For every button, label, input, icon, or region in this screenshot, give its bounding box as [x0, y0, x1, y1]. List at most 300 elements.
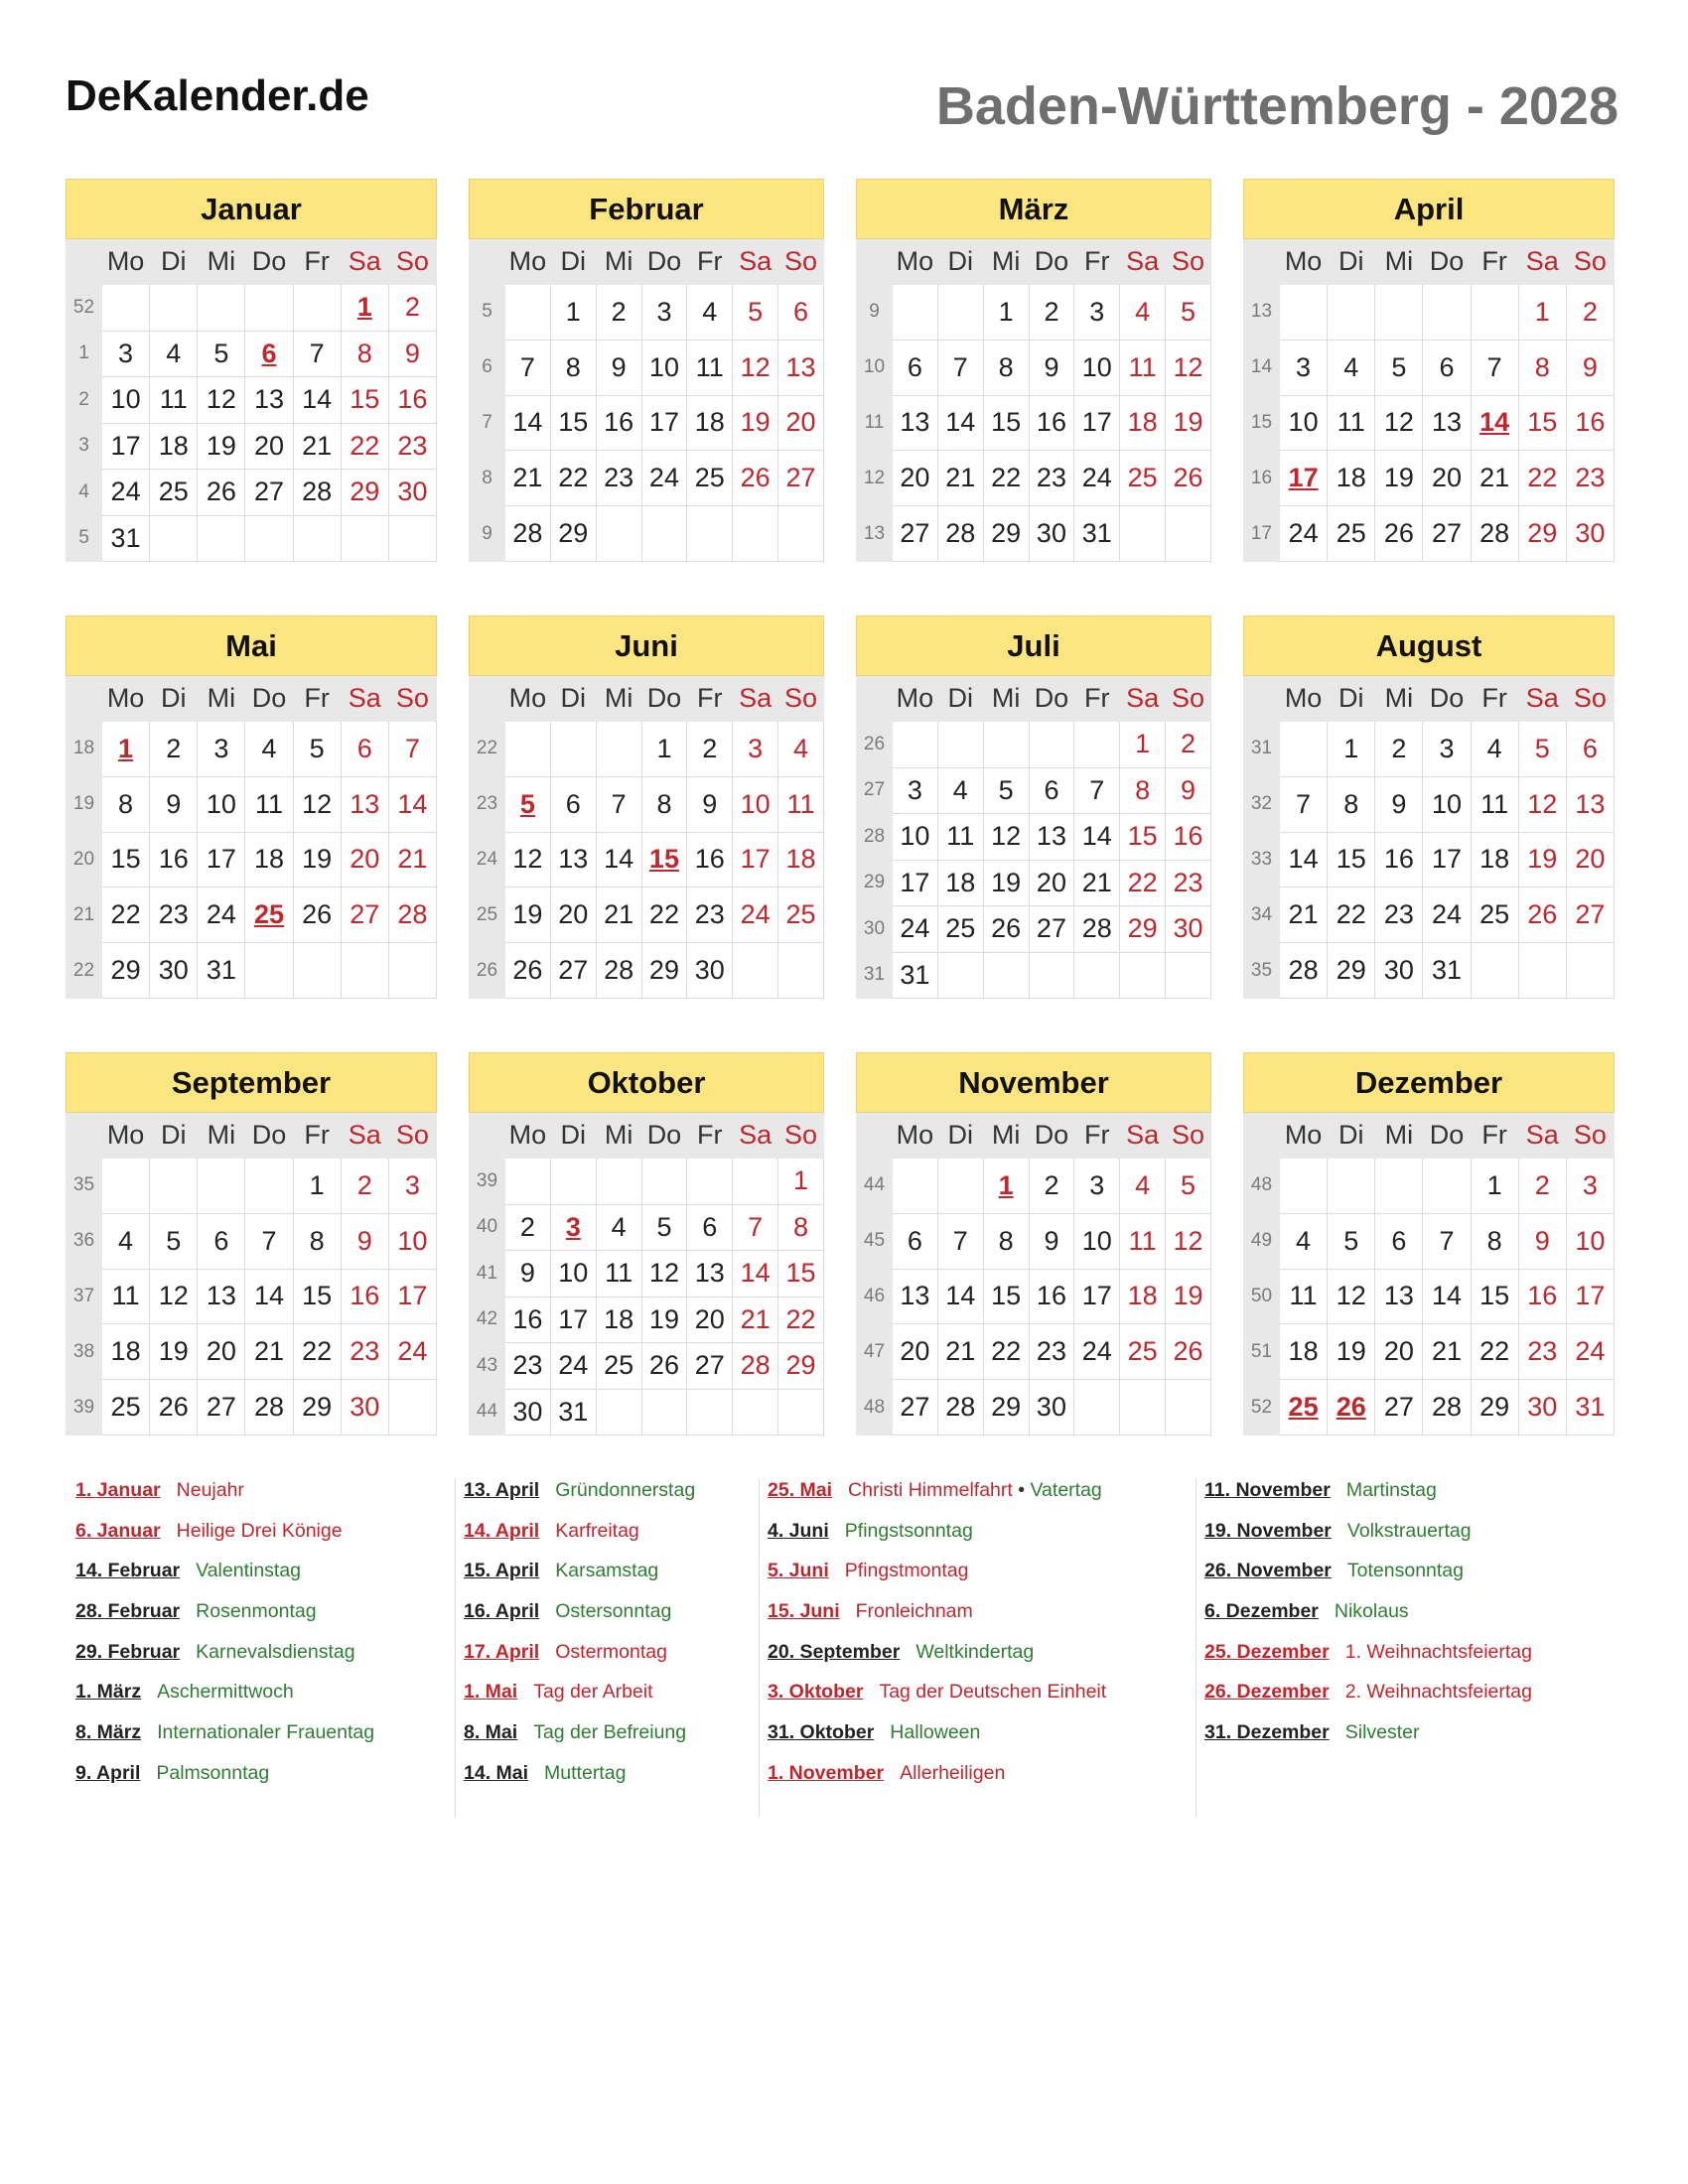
day-cell: 18: [596, 1297, 641, 1343]
day-cell: 8: [102, 776, 150, 832]
day-cell: 26: [1518, 887, 1566, 943]
week-number: 14: [1244, 340, 1280, 395]
day-cell: 4: [1120, 285, 1166, 341]
legend-date: 1. März: [75, 1681, 142, 1704]
day-cell: [1423, 285, 1471, 341]
day-cell: 14: [1471, 395, 1518, 451]
day-cell: 17: [1074, 395, 1120, 451]
day-cell: 9: [687, 776, 733, 832]
month-august: [1243, 615, 1615, 999]
week-number: 23: [470, 776, 505, 832]
day-cell: 24: [893, 906, 938, 953]
weekday-label: Do: [641, 239, 687, 285]
day-cell: 2: [505, 1204, 551, 1251]
day-cell: [245, 943, 293, 999]
day-cell: 8: [550, 340, 596, 395]
weekday-label: Fr: [687, 1113, 733, 1159]
week-number: 26: [470, 943, 505, 999]
day-cell: 7: [937, 340, 983, 395]
week-number: 28: [857, 814, 893, 861]
day-cell: 15: [1518, 395, 1566, 451]
day-cell: 13: [1029, 814, 1074, 861]
weekday-label: Di: [937, 1113, 983, 1159]
month-title: Januar: [67, 180, 437, 239]
day-cell: 21: [1471, 451, 1518, 506]
legend-item: [75, 1762, 453, 1803]
weekday-label: So: [388, 239, 436, 285]
day-cell: 10: [1280, 395, 1328, 451]
weeknum-header: [470, 676, 505, 722]
day-cell: 10: [1074, 1213, 1120, 1269]
week-number: 4: [67, 470, 102, 516]
day-cell: 13: [198, 1269, 245, 1324]
day-cell: 3: [550, 1204, 596, 1251]
day-cell: 19: [1328, 1324, 1375, 1380]
weeknum-header: [1244, 239, 1280, 285]
weekday-label: Sa: [1518, 239, 1566, 285]
day-cell: 27: [1566, 887, 1614, 943]
day-cell: 20: [245, 423, 293, 470]
day-cell: 17: [388, 1269, 436, 1324]
day-cell: 14: [293, 377, 341, 424]
day-cell: 29: [983, 1380, 1029, 1435]
week-number: 15: [1244, 395, 1280, 451]
legend-item: [464, 1681, 753, 1721]
site-title: DeKalender.de: [66, 71, 369, 120]
legend-name: Nikolaus: [1334, 1600, 1409, 1623]
day-cell: 7: [293, 331, 341, 377]
day-cell: 31: [893, 952, 938, 999]
legend-date: 13. April: [464, 1479, 540, 1501]
week-number: 3: [67, 423, 102, 470]
day-cell: [937, 1159, 983, 1214]
day-cell: [1280, 285, 1328, 341]
weekday-label: Sa: [341, 1113, 388, 1159]
weekday-label: Sa: [1120, 239, 1166, 285]
weeknum-header: [470, 239, 505, 285]
day-cell: [1120, 506, 1166, 562]
weekday-label: Di: [937, 676, 983, 722]
day-cell: 17: [1566, 1269, 1614, 1324]
day-cell: 13: [778, 340, 824, 395]
day-cell: 13: [687, 1251, 733, 1297]
day-cell: [937, 722, 983, 768]
day-cell: 26: [1166, 1324, 1211, 1380]
day-cell: 8: [1471, 1213, 1518, 1269]
day-cell: 30: [388, 470, 436, 516]
day-cell: 24: [388, 1324, 436, 1380]
legend-name: Tag der Arbeit: [533, 1681, 653, 1704]
week-number: 5: [470, 285, 505, 341]
weekday-label: Fr: [1074, 1113, 1120, 1159]
day-cell: 5: [641, 1204, 687, 1251]
weekday-label: Mi: [983, 239, 1029, 285]
weekday-label: Mi: [1375, 676, 1423, 722]
day-cell: 14: [388, 776, 436, 832]
legend-date: 28. Februar: [75, 1600, 181, 1623]
day-cell: 29: [1518, 506, 1566, 562]
day-cell: 12: [150, 1269, 198, 1324]
legend-separator: •: [1018, 1479, 1026, 1501]
legend-column-4: [1196, 1479, 1593, 1817]
day-cell: 23: [341, 1324, 388, 1380]
week-number: 46: [857, 1269, 893, 1324]
day-cell: 20: [778, 395, 824, 451]
day-cell: 15: [641, 832, 687, 887]
day-cell: [1074, 722, 1120, 768]
legend-item: [464, 1479, 753, 1520]
day-cell: [937, 952, 983, 999]
weekday-label: Sa: [733, 1113, 778, 1159]
week-number: 50: [1244, 1269, 1280, 1324]
day-cell: 28: [1423, 1380, 1471, 1435]
day-cell: 16: [388, 377, 436, 424]
legend-item: [1204, 1520, 1593, 1561]
day-cell: 25: [778, 887, 824, 943]
day-cell: 3: [641, 285, 687, 341]
weekday-label: Di: [1328, 1113, 1375, 1159]
week-number: 10: [857, 340, 893, 395]
day-cell: 28: [937, 506, 983, 562]
day-cell: 22: [983, 451, 1029, 506]
week-number: 22: [470, 722, 505, 777]
day-cell: [341, 943, 388, 999]
day-cell: 29: [341, 470, 388, 516]
day-cell: [1423, 1159, 1471, 1214]
weekday-label: Di: [150, 239, 198, 285]
weekday-label: Mo: [1280, 1113, 1328, 1159]
day-cell: 15: [293, 1269, 341, 1324]
legend-date: 1. November: [768, 1761, 885, 1784]
legend-item: [75, 1641, 453, 1682]
day-cell: [550, 722, 596, 777]
legend-date: 26. Dezember: [1204, 1681, 1330, 1704]
day-cell: 3: [893, 767, 938, 814]
day-cell: 29: [102, 943, 150, 999]
day-cell: 21: [388, 832, 436, 887]
legend-item: [75, 1681, 453, 1721]
week-number: 48: [857, 1380, 893, 1435]
day-cell: 16: [1566, 395, 1614, 451]
day-cell: [150, 515, 198, 562]
day-cell: 6: [778, 285, 824, 341]
week-number: 9: [470, 506, 505, 562]
day-cell: [641, 1389, 687, 1435]
day-cell: 9: [388, 331, 436, 377]
legend-item: [768, 1479, 1196, 1520]
day-cell: 27: [893, 1380, 938, 1435]
week-number: 35: [1244, 943, 1280, 999]
legend-item: [464, 1762, 753, 1803]
day-cell: 10: [102, 377, 150, 424]
day-cell: 9: [1566, 340, 1614, 395]
day-cell: [245, 515, 293, 562]
day-cell: 24: [1280, 506, 1328, 562]
legend-name: Heilige Drei Könige: [176, 1519, 343, 1542]
day-cell: 14: [937, 395, 983, 451]
day-cell: [1120, 1380, 1166, 1435]
day-cell: 12: [1166, 340, 1211, 395]
legend-item: [768, 1721, 1196, 1762]
day-cell: 16: [1166, 814, 1211, 861]
legend-date: 3. Oktober: [768, 1681, 864, 1704]
legend-item: [464, 1600, 753, 1641]
week-number: 22: [67, 943, 102, 999]
legend-date: 4. Juni: [768, 1519, 829, 1542]
weekday-label: Mo: [505, 1113, 551, 1159]
day-cell: 1: [1328, 722, 1375, 777]
day-cell: [596, 1389, 641, 1435]
day-cell: 7: [388, 722, 436, 777]
day-cell: 17: [1280, 451, 1328, 506]
day-cell: 26: [505, 943, 551, 999]
week-number: 12: [857, 451, 893, 506]
legend-name: Muttertag: [544, 1761, 627, 1784]
weekday-label: Di: [550, 676, 596, 722]
month-dezember: [1243, 1052, 1615, 1435]
day-cell: 28: [293, 470, 341, 516]
weekday-label: Sa: [1120, 1113, 1166, 1159]
day-cell: 9: [505, 1251, 551, 1297]
week-number: 31: [1244, 722, 1280, 777]
day-cell: [687, 1389, 733, 1435]
legend-name: Karsamstag: [555, 1560, 659, 1582]
day-cell: 8: [1120, 767, 1166, 814]
weekday-label: So: [778, 239, 824, 285]
weekday-label: Mo: [505, 676, 551, 722]
legend-date: 1. Januar: [75, 1479, 161, 1501]
week-number: 20: [67, 832, 102, 887]
weekday-label: Do: [1423, 1113, 1471, 1159]
day-cell: 11: [1280, 1269, 1328, 1324]
weekday-label: Mo: [1280, 676, 1328, 722]
day-cell: [893, 285, 938, 341]
day-cell: 5: [1375, 340, 1423, 395]
day-cell: 27: [1375, 1380, 1423, 1435]
month-april: [1243, 179, 1615, 562]
weeknum-header: [67, 239, 102, 285]
weekday-label: Mi: [198, 239, 245, 285]
legend-name: 1. Weihnachtsfeiertag: [1344, 1640, 1532, 1663]
legend-item: [768, 1600, 1196, 1641]
day-cell: 25: [150, 470, 198, 516]
weekday-label: Fr: [293, 239, 341, 285]
day-cell: 1: [1120, 722, 1166, 768]
day-cell: [596, 506, 641, 562]
day-cell: 30: [1518, 1380, 1566, 1435]
day-cell: 21: [937, 451, 983, 506]
day-cell: 29: [293, 1380, 341, 1435]
day-cell: 2: [341, 1159, 388, 1214]
day-cell: 5: [1518, 722, 1566, 777]
day-cell: 24: [641, 451, 687, 506]
week-number: 31: [857, 952, 893, 999]
day-cell: 1: [983, 1159, 1029, 1214]
week-number: 21: [67, 887, 102, 943]
month-title: April: [1244, 180, 1615, 239]
day-cell: 11: [596, 1251, 641, 1297]
day-cell: 7: [733, 1204, 778, 1251]
day-cell: 20: [893, 1324, 938, 1380]
day-cell: 2: [1375, 722, 1423, 777]
legend-name: Martinstag: [1345, 1479, 1437, 1501]
day-cell: 13: [341, 776, 388, 832]
legend-date: 31. Oktober: [768, 1721, 875, 1744]
day-cell: 29: [641, 943, 687, 999]
week-number: 27: [857, 767, 893, 814]
month-februar: [469, 179, 824, 562]
day-cell: [1471, 943, 1518, 999]
day-cell: [893, 1159, 938, 1214]
legend-name: Rosenmontag: [196, 1600, 317, 1623]
day-cell: 26: [150, 1380, 198, 1435]
legend-item: [75, 1520, 453, 1561]
day-cell: [245, 285, 293, 332]
day-cell: 25: [687, 451, 733, 506]
day-cell: 18: [245, 832, 293, 887]
day-cell: [198, 1159, 245, 1214]
weekday-label: Sa: [1518, 676, 1566, 722]
day-cell: 12: [983, 814, 1029, 861]
day-cell: 8: [1328, 776, 1375, 832]
day-cell: 3: [388, 1159, 436, 1214]
day-cell: 12: [198, 377, 245, 424]
day-cell: [596, 722, 641, 777]
week-number: 1: [67, 331, 102, 377]
day-cell: 3: [1566, 1159, 1614, 1214]
legend-item: [75, 1479, 453, 1520]
day-cell: 4: [687, 285, 733, 341]
day-cell: 27: [1423, 506, 1471, 562]
day-cell: 16: [1029, 1269, 1074, 1324]
weeknum-header: [1244, 1113, 1280, 1159]
weeknum-header: [857, 239, 893, 285]
day-cell: 18: [687, 395, 733, 451]
day-cell: [1029, 952, 1074, 999]
legend-column-3: [759, 1479, 1196, 1817]
day-cell: [150, 285, 198, 332]
day-cell: 20: [1423, 451, 1471, 506]
day-cell: 12: [505, 832, 551, 887]
day-cell: 1: [1518, 285, 1566, 341]
weekday-label: Di: [550, 1113, 596, 1159]
day-cell: 8: [341, 331, 388, 377]
day-cell: 19: [1166, 395, 1211, 451]
weekday-label: Fr: [293, 676, 341, 722]
day-cell: 8: [293, 1213, 341, 1269]
day-cell: 22: [102, 887, 150, 943]
weekday-label: Do: [1423, 239, 1471, 285]
day-cell: 15: [983, 395, 1029, 451]
day-cell: 10: [1566, 1213, 1614, 1269]
month-september: [66, 1052, 437, 1435]
day-cell: 5: [505, 776, 551, 832]
day-cell: 18: [937, 860, 983, 906]
day-cell: 18: [1120, 395, 1166, 451]
legend-date: 25. Mai: [768, 1479, 833, 1501]
day-cell: 26: [733, 451, 778, 506]
day-cell: 22: [1471, 1324, 1518, 1380]
day-cell: 19: [293, 832, 341, 887]
day-cell: 6: [1423, 340, 1471, 395]
weekday-label: Di: [150, 676, 198, 722]
legend-item: [1204, 1600, 1593, 1641]
day-cell: 14: [1074, 814, 1120, 861]
day-cell: 16: [341, 1269, 388, 1324]
day-cell: 30: [1029, 1380, 1074, 1435]
day-cell: 8: [1518, 340, 1566, 395]
day-cell: 24: [1074, 1324, 1120, 1380]
day-cell: 5: [1328, 1213, 1375, 1269]
day-cell: 30: [1166, 906, 1211, 953]
day-cell: 2: [1166, 722, 1211, 768]
month-mai: [66, 615, 437, 999]
weekday-label: Di: [150, 1113, 198, 1159]
day-cell: 25: [245, 887, 293, 943]
weekday-label: Fr: [1471, 239, 1518, 285]
day-cell: 17: [733, 832, 778, 887]
legend-item: [768, 1762, 1196, 1803]
day-cell: 2: [1518, 1159, 1566, 1214]
day-cell: 14: [505, 395, 551, 451]
legend-date: 6. Dezember: [1204, 1600, 1319, 1623]
day-cell: 25: [596, 1343, 641, 1390]
day-cell: 17: [1074, 1269, 1120, 1324]
day-cell: 11: [937, 814, 983, 861]
day-cell: 13: [1423, 395, 1471, 451]
day-cell: 12: [1166, 1213, 1211, 1269]
month-title: September: [67, 1053, 437, 1113]
legend-name: Pfingstsonntag: [844, 1519, 973, 1542]
day-cell: 12: [1518, 776, 1566, 832]
day-cell: 26: [1375, 506, 1423, 562]
week-number: 32: [1244, 776, 1280, 832]
weekday-label: So: [1166, 676, 1211, 722]
week-number: 43: [470, 1343, 505, 1390]
day-cell: 25: [937, 906, 983, 953]
weekday-label: Do: [245, 1113, 293, 1159]
day-cell: 8: [778, 1204, 824, 1251]
day-cell: 11: [1471, 776, 1518, 832]
week-number: 26: [857, 722, 893, 768]
day-cell: 8: [641, 776, 687, 832]
day-cell: 25: [1328, 506, 1375, 562]
day-cell: 9: [150, 776, 198, 832]
week-number: 8: [470, 451, 505, 506]
weekday-label: Do: [641, 1113, 687, 1159]
day-cell: 7: [1074, 767, 1120, 814]
day-cell: 10: [1074, 340, 1120, 395]
month-title: Dezember: [1244, 1053, 1615, 1113]
day-cell: 7: [937, 1213, 983, 1269]
day-cell: [687, 1159, 733, 1205]
day-cell: 19: [1166, 1269, 1211, 1324]
day-cell: [505, 285, 551, 341]
day-cell: 3: [102, 331, 150, 377]
day-cell: 3: [198, 722, 245, 777]
day-cell: 19: [1375, 451, 1423, 506]
week-number: 39: [470, 1159, 505, 1205]
weekday-label: Fr: [687, 239, 733, 285]
week-number: 30: [857, 906, 893, 953]
day-cell: 22: [983, 1324, 1029, 1380]
legend-date: 25. Dezember: [1204, 1640, 1330, 1663]
weekday-label: So: [1566, 676, 1614, 722]
day-cell: [1074, 952, 1120, 999]
day-cell: 27: [245, 470, 293, 516]
day-cell: 31: [1423, 943, 1471, 999]
weekday-label: Mi: [596, 676, 641, 722]
